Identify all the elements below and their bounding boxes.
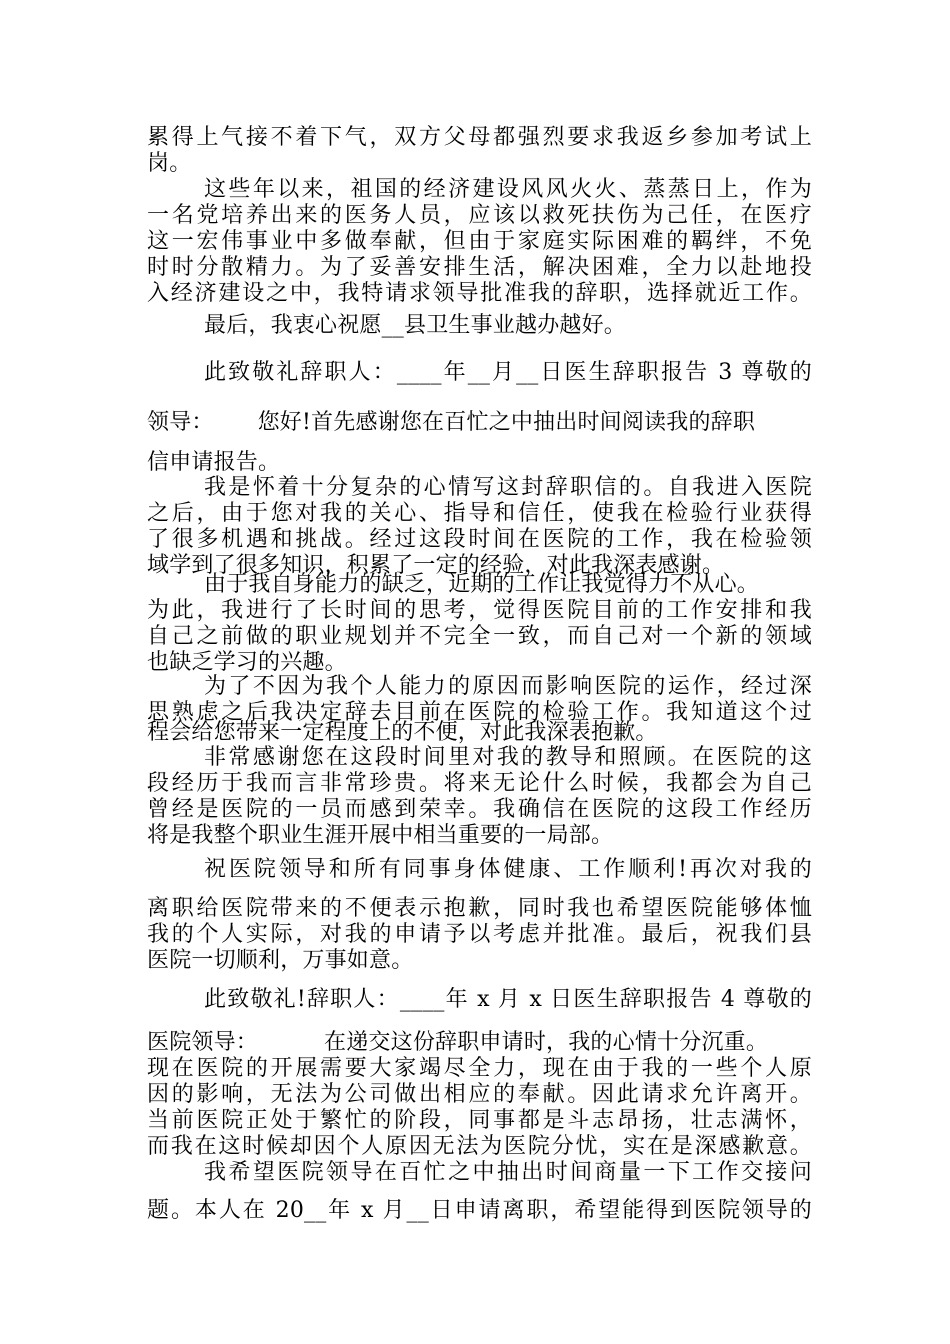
- text-line: 入经济建设之中，我特请求领导批准我的辞职，选择就近工作。: [147, 281, 812, 306]
- text-line: 为了不因为我个人能力的原因而影响医院的运作，经过深: [204, 674, 812, 699]
- text-line: [147, 1030, 812, 1056]
- text-line: 这一宏伟事业中多做奉献，但由于家庭实际困难的羁绊，不免: [147, 229, 812, 254]
- salutation: 领导：: [147, 410, 214, 435]
- text-line: 信申请报告。: [147, 450, 281, 475]
- text-line: 我是怀着十分复杂的心情写这封辞职信的。自我进入医院: [204, 475, 812, 500]
- text-line: 我的个人实际，对我的申请予以考虑并批准。最后，祝我们县: [147, 922, 812, 947]
- text-line: 离职给医院带来的不便表示抱歉，同时我也希望医院能够体恤: [147, 896, 812, 921]
- text-line: 之后，由于您对我的关心、指导和信任，使我在检验行业获得: [147, 501, 812, 526]
- text-line: 曾经是医院的一员而感到荣幸。我确信在医院的这段工作经历: [147, 797, 812, 822]
- text-line: 现在医院的开展需要大家竭尽全力，现在由于我的一些个人原: [147, 1056, 812, 1081]
- text-line: 由于我自身能力的缺乏，近期的工作让我觉得力不从心。: [204, 572, 760, 597]
- text-line: 我希望医院领导在百忙之中抽出时间商量一下工作交接问: [204, 1160, 812, 1185]
- text-line: 域学到了很多知识，积累了一定的经验，对此我深表感谢。: [147, 553, 725, 578]
- text-line: 这些年以来，祖国的经济建设风风火火、蒸蒸日上，作为: [204, 177, 812, 202]
- text-line: 了很多机遇和挑战。经过这段时间在医院的工作，我在检验领: [147, 527, 812, 552]
- text-line: 因的影响，无法为公司做出相应的奉献。因此请求允许离开。: [147, 1082, 812, 1107]
- text-line: 一名党培养出来的医务人员，应该以救死扶伤为己任，在医疗: [147, 203, 812, 228]
- text-line: 时时分散精力。为了妥善安排生活，解决困难，全力以赴地投: [147, 255, 812, 280]
- text-line: 累得上气接不着下气，双方父母都强烈要求我返乡参加考试上: [147, 125, 812, 150]
- text-line: 也缺乏学习的兴趣。: [147, 650, 347, 675]
- opening-sentence: 在递交这份辞职申请时，我的心情十分沉重。: [324, 1030, 769, 1055]
- text-line: 自己之前做的职业规划并不完全一致，而自己对一个新的领域: [147, 624, 812, 649]
- text-line: 将是我整个职业生涯开展中相当重要的一局部。: [147, 823, 614, 848]
- text-line: 医院一切顺利，万事如意。: [147, 948, 414, 973]
- text-line: 思熟虑之后我决定辞去目前在医院的检验工作。我知道这个过: [147, 700, 812, 725]
- text-line: 题。本人在 20__年 x 月__日申请离职，希望能得到医院领导的: [147, 1198, 812, 1223]
- text-line: 为此，我进行了长时间的思考，觉得医院目前的工作安排和我: [147, 598, 812, 623]
- text-line: 当前医院正处于繁忙的阶段，同事都是斗志昂扬，壮志满怀，: [147, 1108, 812, 1133]
- text-line: 而我在这时候却因个人原因无法为医院分忧，实在是深感歉意。: [147, 1134, 812, 1159]
- text-line: 非常感谢您在这段时间里对我的教导和照顾。在医院的这: [204, 745, 812, 770]
- text-line: 此致敬礼!辞职人：____年 x 月 x 日医生辞职报告 4 尊敬的: [204, 987, 812, 1012]
- text-line: 段经历于我而言非常珍贵。将来无论什么时候，我都会为自己: [147, 771, 812, 796]
- text-line: 岗。: [147, 151, 192, 176]
- text-line: 程会给您带来一定程度上的不便，对此我深表抱歉。: [147, 720, 658, 745]
- opening-sentence: 您好!首先感谢您在百忙之中抽出时间阅读我的辞职: [257, 410, 756, 435]
- text-line: [147, 410, 812, 436]
- text-line: 祝医院领导和所有同事身体健康、工作顺利!再次对我的: [204, 857, 812, 882]
- text-line: 此致敬礼辞职人：____年__月__日医生辞职报告 3 尊敬的: [204, 360, 812, 385]
- text-line: 最后，我衷心祝愿__县卫生事业越办越好。: [204, 313, 627, 338]
- salutation: 医院领导：: [147, 1030, 259, 1055]
